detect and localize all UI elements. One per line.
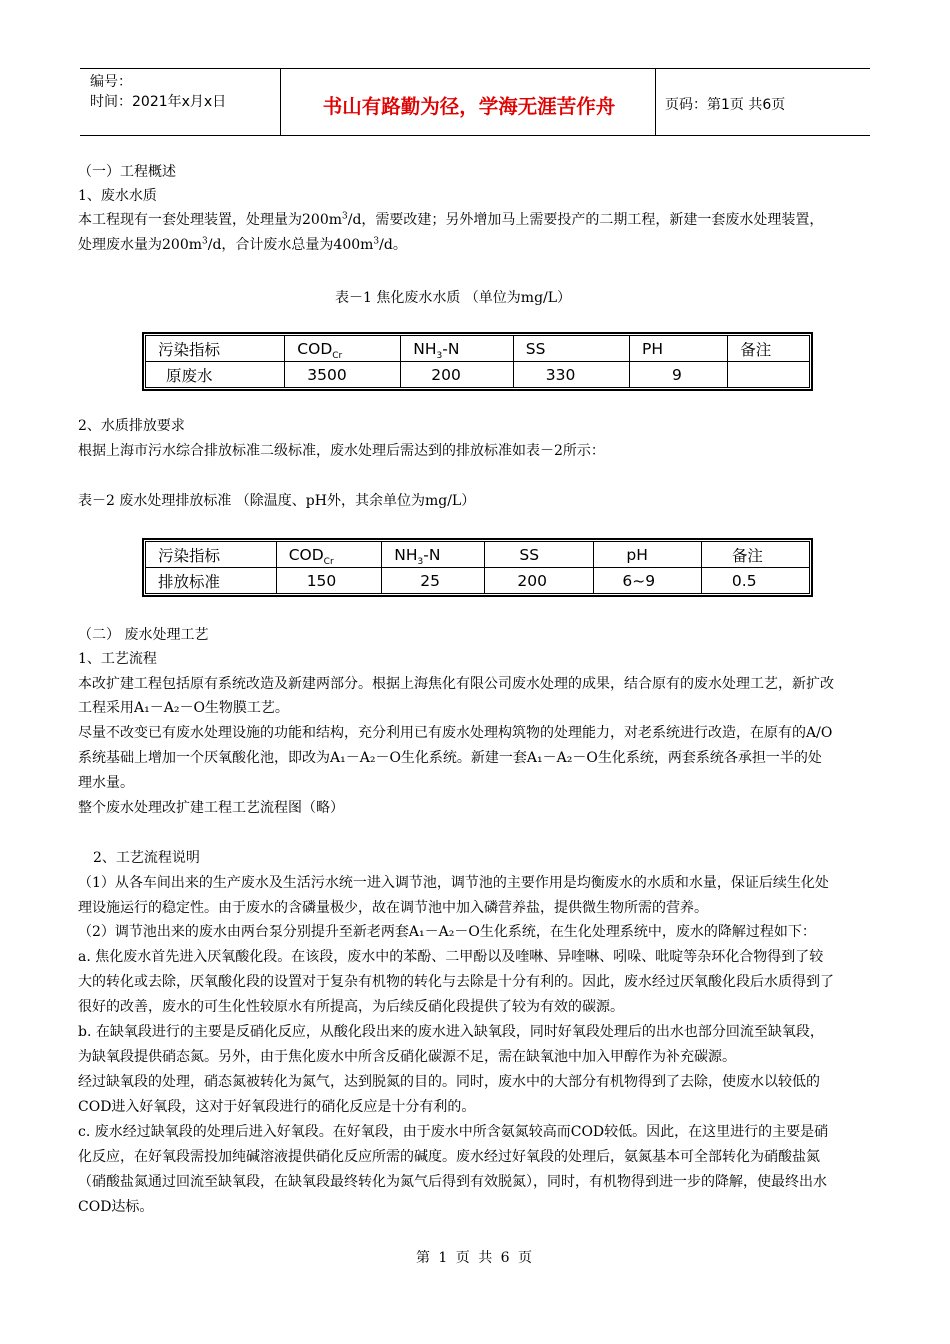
paragraph-line: 系统基础上增加一个厌氧酸化池，即改为A₁－A₂－O生化系统。新建一套A₁－A₂－O生化系统，两套系统各承担一半的处 xyxy=(78,750,822,766)
text-span: -N xyxy=(442,339,460,358)
table-header-cell: pH xyxy=(594,542,702,568)
table-cell: 200 xyxy=(485,568,594,594)
table-cell: 6~9 xyxy=(594,568,702,594)
superscript: 3 xyxy=(342,211,348,222)
table-header-cell: 备注 xyxy=(701,542,809,568)
table-header-cell xyxy=(285,336,401,362)
table-cell: 0.5 xyxy=(701,568,809,594)
paragraph-line xyxy=(78,233,868,258)
paragraph-line: COD达标。 xyxy=(78,1199,154,1215)
paragraph-line: 工程采用A₁－A₂－O生物膜工艺。 xyxy=(78,700,289,716)
paragraph-line: 本改扩建工程包括原有系统改造及新建两部分。根据上海焦化有限公司废水处理的成果，结合原有的废水处理工艺，新扩改 xyxy=(78,676,834,692)
table-cell: 150 xyxy=(276,568,382,594)
section-heading-process: （二） 废水处理工艺 xyxy=(78,627,209,643)
table-header-cell: 备注 xyxy=(728,336,810,362)
subscript: Cr xyxy=(323,556,334,567)
subheading-water-quality: 1、废水水质 xyxy=(78,188,157,204)
header-divider-right xyxy=(655,68,656,135)
table-header-cell xyxy=(276,542,382,568)
table-cell: 排放标准 xyxy=(146,568,277,594)
table-row xyxy=(146,568,810,594)
table-header-cell: SS xyxy=(485,542,594,568)
table-cell: 25 xyxy=(382,568,485,594)
table-discharge-standards xyxy=(145,541,810,594)
subscript: 3 xyxy=(417,556,424,567)
header-top-rule xyxy=(80,68,870,69)
paragraph-line: 理水量。 xyxy=(78,775,134,791)
header-motto: 书山有路勤为径，学海无涯苦作舟 xyxy=(322,95,616,118)
text-span: NH xyxy=(394,545,418,564)
text-span: /d。 xyxy=(379,237,407,253)
header-meta xyxy=(90,72,226,112)
subheading-discharge-requirements: 2、水质排放要求 xyxy=(78,418,185,434)
table-cell: 9 xyxy=(630,362,728,388)
text-span: /d，需要改建；另外增加马上需要投产的二期工程，新建一套废水处理装置， xyxy=(347,212,824,228)
paragraph-line: 为缺氧段提供硝态氮。另外，由于焦化废水中所含反硝化碳源不足，需在缺氧池中加入甲醇作为补充碳源。 xyxy=(78,1049,736,1065)
paragraph-line: 尽量不改变已有废水处理设施的功能和结构，充分利用已有废水处理构筑物的处理能力，对老系统进行改造，在原有的A/O xyxy=(78,725,833,741)
paragraph-line: a. 焦化废水首先进入厌氧酸化段。在该段，废水中的苯酚、二甲酚以及喹啉、异喹啉、吲哚、吡啶等杂环化合物得到了较 xyxy=(78,949,824,965)
table-header-cell xyxy=(382,542,485,568)
paragraph-line: 理设施运行的稳定性。由于废水的含磷量极少，故在调节池中加入磷营养盐，提供微生物所需的营养。 xyxy=(78,900,708,916)
header-time: 时间：2021年x月x日 xyxy=(90,94,227,110)
header-divider-left xyxy=(280,68,281,135)
table-cell: 原废水 xyxy=(146,362,285,388)
subscript: 3 xyxy=(436,350,443,361)
paragraph-line xyxy=(78,208,868,233)
table-raw-water-quality xyxy=(145,335,810,388)
text-span: /d，合计废水总量为400m xyxy=(207,237,374,253)
subheading-process-flow: 1、工艺流程 xyxy=(78,651,157,667)
paragraph-line: （1）从各车间出来的生产废水及生活污水统一进入调节池，调节池的主要作用是均衡废水的水质和水量，保证后续生化处 xyxy=(78,875,829,891)
paragraph-line: （硝酸盐氮通过回流至缺氧段，在缺氧段最终转化为氮气后得到有效脱氮），同时，有机物得到进一步的降解，使最终出水 xyxy=(78,1174,827,1190)
table1-caption: 表－1 焦化废水水质 （单位为mg/L） xyxy=(335,290,572,306)
text-span: -N xyxy=(423,545,441,564)
table-row xyxy=(146,362,810,388)
table-header-row xyxy=(146,542,810,568)
paragraph-line: 很好的改善，废水的可生化性较原水有所提高，为后续反硝化段提供了较为有效的碳源。 xyxy=(78,999,624,1015)
section-heading-overview: （一）工程概述 xyxy=(78,164,176,180)
text-span: COD xyxy=(297,339,333,358)
text-span: 处理废水量为200m xyxy=(78,237,202,253)
table2-caption: 表－2 废水处理排放标准 （除温度、pH外，其余单位为mg/L） xyxy=(78,493,476,509)
paragraph-line: 经过缺氧段的处理，硝态氮被转化为氮气，达到脱氮的目的。同时，废水中的大部分有机物得到了去除，使废水以较低的 xyxy=(78,1074,820,1090)
paragraph-line: 根据上海市污水综合排放标准二级标准，废水处理后需达到的排放标准如表－2所示： xyxy=(78,443,605,459)
table-header-cell: PH xyxy=(630,336,728,362)
text-span: NH xyxy=(413,339,437,358)
paragraph-line: 化反应，在好氧段需投加纯碱溶液提供硝化反应所需的碱度。废水经过好氧段的处理后，氨氮基本可全部转化为硝酸盐氮 xyxy=(78,1149,820,1165)
subheading-process-description: 2、工艺流程说明 xyxy=(93,850,200,866)
paragraph-line: （2）调节池出来的废水由两台泵分别提升至新老两套A₁－A₂－O生化系统，在生化处理系统中，废水的降解过程如下： xyxy=(78,924,816,940)
table-header-cell: 污染指标 xyxy=(146,336,285,362)
header-page-info: 页码：第1页 共6页 xyxy=(665,97,786,113)
table-header-row xyxy=(146,336,810,362)
table-header-cell: 污染指标 xyxy=(146,542,277,568)
table-header-cell: SS xyxy=(513,336,629,362)
superscript: 3 xyxy=(202,236,208,247)
table-cell: 3500 xyxy=(285,362,401,388)
paragraph-line: 整个废水处理改扩建工程工艺流程图（略） xyxy=(78,800,344,816)
subscript: Cr xyxy=(332,350,343,361)
superscript: 3 xyxy=(373,236,380,247)
table-cell: 200 xyxy=(401,362,514,388)
text-span: COD xyxy=(288,545,324,564)
paragraph-line: 大的转化或去除，厌氧酸化段的设置对于复杂有机物的转化与去除是十分有利的。因此，废水经过厌氧酸化段后水质得到了 xyxy=(78,974,834,990)
table-header-cell xyxy=(401,336,514,362)
header-number: 编号： xyxy=(90,74,132,90)
paragraph-line: b. 在缺氧段进行的主要是反硝化反应，从酸化段出来的废水进入缺氧段，同时好氧段处理后的出水也部分回流至缺氧段， xyxy=(78,1024,824,1040)
paragraph-line: c. 废水经过缺氧段的处理后进入好氧段。在好氧段，由于废水中所含氨氮较高而COD较低。因此，在这里进行的主要是硝 xyxy=(78,1124,829,1140)
paragraph-line: COD进入好氧段，这对于好氧段进行的硝化反应是十分有利的。 xyxy=(78,1099,476,1115)
table-cell xyxy=(728,362,810,388)
table-cell: 330 xyxy=(513,362,629,388)
header-bottom-rule xyxy=(80,135,870,136)
text-span: 本工程现有一套处理装置，处理量为200m xyxy=(78,212,342,228)
page-footer: 第 1 页 共 6 页 xyxy=(415,1250,535,1266)
